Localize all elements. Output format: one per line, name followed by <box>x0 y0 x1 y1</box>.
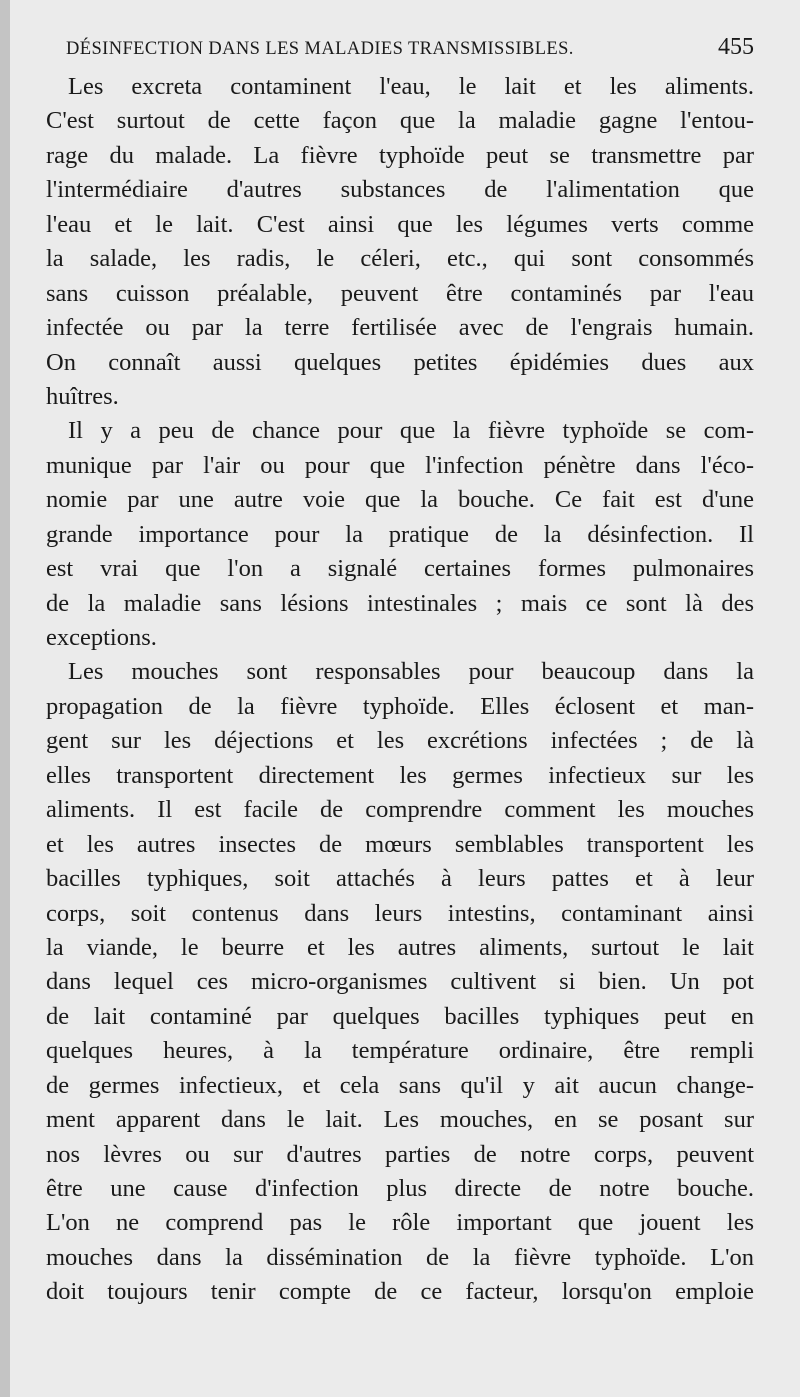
page-edge-shadow <box>0 0 10 1397</box>
text-line: gent sur les déjections et les excrétions infectées ; de là <box>46 727 754 755</box>
text-line: quelques heures, à la température ordinaire, être rempli <box>46 1037 754 1065</box>
text-line: et les autres insectes de mœurs semblables transportent les <box>46 830 754 858</box>
text-line: corps, soit contenus dans leurs intestins, contaminant ainsi <box>46 899 754 927</box>
paragraph <box>46 70 754 414</box>
text-line: nomie par une autre voie que la bouche. Ce fait est d'une <box>46 486 754 514</box>
body-text <box>46 70 754 1310</box>
running-title: DÉSINFECTION DANS LES MALADIES TRANSMISSIBLES. <box>66 39 574 59</box>
text-line: est vrai que l'on a signalé certaines formes pulmonaires <box>46 555 754 583</box>
text-line: l'intermédiaire d'autres substances de l'alimentation que <box>46 176 754 204</box>
text-line: grande importance pour la pratique de la désinfection. Il <box>46 520 754 548</box>
text-line: nos lèvres ou sur d'autres parties de notre corps, peuvent <box>46 1140 754 1168</box>
text-line: exceptions. <box>46 624 157 651</box>
text-line: Les mouches sont responsables pour beaucoup dans la <box>68 658 754 686</box>
text-line: bacilles typhiques, soit attachés à leurs pattes et à leur <box>46 865 754 893</box>
text-line: propagation de la fièvre typhoïde. Elles éclosent et man- <box>46 692 754 720</box>
paragraph <box>46 414 754 655</box>
text-line: être une cause d'infection plus directe de notre bouche. <box>46 1175 754 1202</box>
text-line: munique par l'air ou pour que l'infection pénètre dans l'éco- <box>46 451 754 479</box>
text-line: dans lequel ces micro-organismes cultivent si bien. Un pot <box>46 968 754 996</box>
text-line: Il y a peu de chance pour que la fièvre typhoïde se com- <box>68 417 754 445</box>
text-line: On connaît aussi quelques petites épidémies dues aux <box>46 348 754 376</box>
text-line: ment apparent dans le lait. Les mouches, en se posant sur <box>46 1106 754 1134</box>
text-line: rage du malade. La fièvre typhoïde peut se transmettre par <box>46 141 754 169</box>
text-line: de la maladie sans lésions intestinales ; mais ce sont là des <box>46 589 754 617</box>
text-line: L'on ne comprend pas le rôle important que jouent les <box>46 1209 754 1237</box>
text-line: huîtres. <box>46 382 119 410</box>
text-line: Les excreta contaminent l'eau, le lait et les aliments. <box>68 73 754 100</box>
text-line: doit toujours tenir compte de ce facteur, lorsqu'on emploie <box>46 1278 754 1306</box>
text-line: infectée ou par la terre fertilisée avec de l'engrais humain. <box>46 314 754 342</box>
text-line: C'est surtout de cette façon que la maladie gagne l'entou- <box>46 107 754 135</box>
page-number: 455 <box>718 34 754 60</box>
text-line: la viande, le beurre et les autres aliments, surtout le lait <box>46 933 754 961</box>
text-line: aliments. Il est facile de comprendre comment les mouches <box>46 796 754 824</box>
text-line: sans cuisson préalable, peuvent être contaminés par l'eau <box>46 279 754 307</box>
text-line: de lait contaminé par quelques bacilles typhiques peut en <box>46 1002 754 1030</box>
text-line: la salade, les radis, le céleri, etc., qui sont consommés <box>46 245 754 273</box>
page-header <box>66 34 754 64</box>
text-line: de germes infectieux, et cela sans qu'il y ait aucun change- <box>46 1071 754 1099</box>
text-line: l'eau et le lait. C'est ainsi que les légumes verts comme <box>46 210 754 238</box>
paragraph <box>46 655 754 1309</box>
text-line: elles transportent directement les germes infectieux sur les <box>46 761 754 789</box>
text-line: mouches dans la dissémination de la fièvre typhoïde. L'on <box>46 1243 754 1271</box>
